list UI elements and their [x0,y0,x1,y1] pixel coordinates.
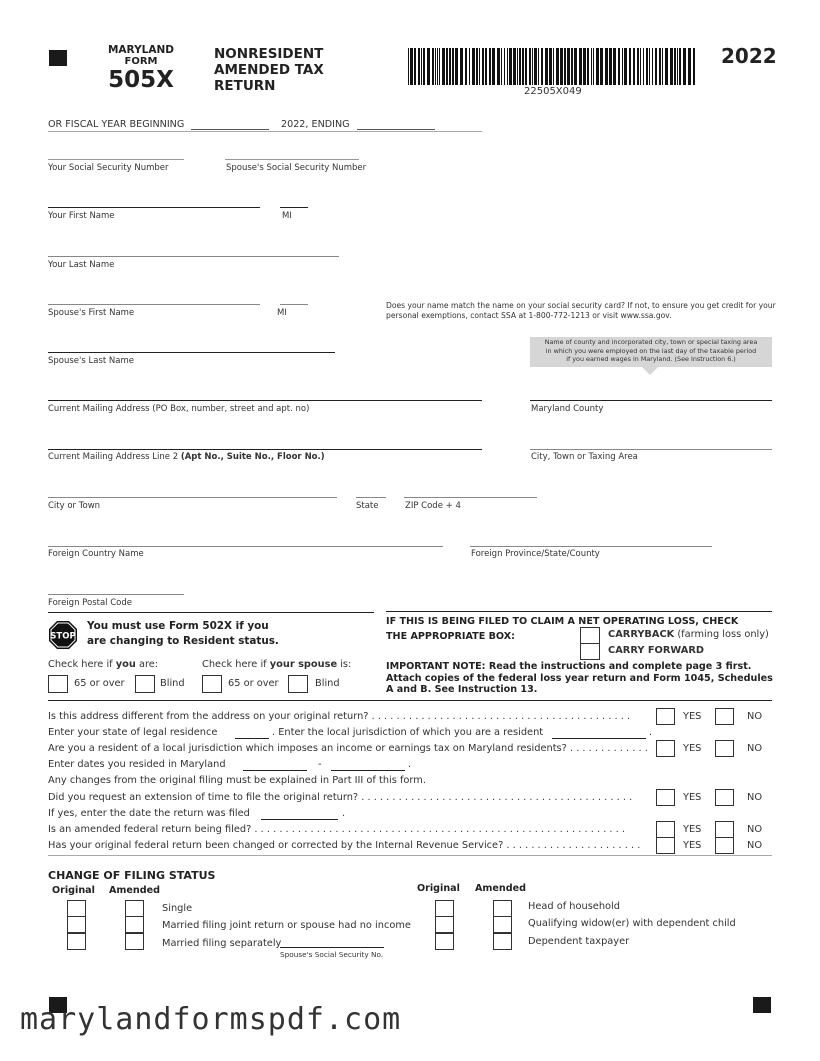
you-65-label: 65 or over [74,678,125,689]
barcode-bar [418,48,420,85]
stop-line-2: are changing to Resident status. [87,635,279,647]
q-amended-federal: Is an amended federal return being filed? . . . . . . . . . . . . . . . . . . . . . . . . . . . . . . . . . . . . . . . . . . . . . . . . . . . . . . . . . . . . [48,824,626,835]
dependent-label: Dependent taxpayer [528,936,630,947]
carryback-label [608,629,769,640]
barcode-bar [688,48,691,85]
spouse-mi-field[interactable] [280,304,308,305]
barcode-bar [613,48,616,85]
state-label: State [356,501,379,511]
registration-mark-bottom-right [753,997,771,1013]
barcode-bar [674,48,676,85]
barcode-bar [519,48,521,85]
q-address-no-checkbox[interactable] [715,708,734,725]
q-irs-changed-no-label: NO [747,840,763,851]
fiscal-ending-field[interactable] [357,129,435,130]
q-changes-note: Any changes from the original filing must be explained in Part III of this form. [48,775,426,786]
county-note-line-3: if you earned wages in Maryland. (See Instruction 6.) [566,355,736,363]
q-address-yes-label: YES [683,711,702,722]
widow-original-checkbox[interactable] [435,916,454,933]
last-name-label: Your Last Name [48,260,115,270]
address-line-1-label: Current Mailing Address (PO Box, number, street and apt. no) [48,404,310,414]
ssa-note-line-1: Does your name match the name on your social security card? If not, to ensure you get credit for your [386,301,776,310]
carryback-bold: CARRYBACK [608,629,675,640]
form-number: 505X [108,67,174,93]
head-household-amended-checkbox[interactable] [493,900,512,917]
last-name-field[interactable] [48,256,339,257]
resided-period: . [408,759,412,770]
barcode-bar [640,48,641,85]
address-line-2-label [48,452,325,462]
barcode-bar [432,48,434,85]
barcode-bar [532,48,533,85]
address-line-2-field[interactable] [48,449,482,450]
barcode-bar [437,48,438,85]
important-line-3: A and B. See Instruction 13. [386,684,538,695]
barcode-bar [534,48,537,85]
q-address-yes-checkbox[interactable] [656,708,675,725]
barcode-bar [421,48,422,85]
barcode-bar [574,48,577,85]
left-amended-header: Amended [109,885,160,896]
watermark-text: marylandformspdf.com [20,1002,402,1037]
left-original-header: Original [52,885,95,896]
stop-top-rule [48,612,374,613]
barcode-bar [560,48,563,85]
barcode-bar [567,48,570,85]
date-filed-field[interactable] [261,819,338,820]
foreign-province-label: Foreign Province/State/County [471,549,600,559]
q-extension-no-label: NO [747,792,763,803]
barcode-bar [509,48,512,85]
carryback-note: (farming loss only) [674,629,769,640]
foreign-country-field[interactable] [48,546,443,547]
barcode-bar [446,48,448,85]
stop-line-1: You must use Form 502X if you [87,620,269,632]
fiscal-divider [48,131,482,132]
form-title [214,46,324,94]
barcode-bar [600,48,603,85]
date-filed-period: . [342,808,346,819]
barcode-bar [545,48,548,85]
title-line-1: NONRESIDENT [214,46,324,62]
q-local-tax-no-checkbox[interactable] [715,740,734,757]
carryforward-checkbox[interactable] [580,643,600,660]
married-joint-amended-checkbox[interactable] [125,916,144,933]
ssa-note-line-2: personal exemptions, contact SSA at 1-800-772-1213 or visit www.ssa.gov. [386,311,672,320]
barcode-bar [522,48,524,85]
you-blind-label: Blind [160,678,185,689]
spouse-last-name-label: Spouse's Last Name [48,356,134,366]
you-check-label [48,659,158,670]
registration-mark-top-left [49,50,67,66]
barcode-bar [583,48,586,85]
widow-amended-checkbox[interactable] [493,916,512,933]
q-amended-federal-yes-checkbox[interactable] [656,821,675,838]
you-check-prefix: Check here if [48,659,116,670]
foreign-postal-label: Foreign Postal Code [48,598,132,608]
first-name-label: Your First Name [48,211,115,221]
spouse-check-suffix: is: [337,659,352,670]
important-line-1: IMPORTANT NOTE: Read the instructions and complete page 3 first. [386,661,752,672]
you-check-bold: you [115,659,136,670]
barcode-bar [439,48,440,85]
address-line-2-prefix: Current Mailing Address Line 2 [48,452,181,462]
barcode-bar [556,48,559,85]
you-65-checkbox[interactable] [48,675,68,693]
barcode-bar [665,48,668,85]
barcode-bar [564,48,566,85]
barcode-bar [469,48,470,85]
spouse-check-bold: your spouse [269,659,338,670]
q-irs-changed-yes-checkbox[interactable] [656,837,675,854]
resided-from-field[interactable] [243,770,307,771]
state-label: MARYLAND [107,44,174,56]
city-field[interactable] [48,497,337,498]
barcode-number: 22505X049 [524,86,582,97]
exemption-bottom-rule [48,700,772,701]
barcode-bar [655,48,657,85]
spouse-check-prefix: Check here if [202,659,270,670]
nol-line-1: IF THIS IS BEING FILED TO CLAIM A NET OPERATING LOSS, CHECK [386,616,739,627]
married-joint-original-checkbox[interactable] [67,916,86,933]
barcode-bar [442,48,445,85]
local-jurisdiction-field[interactable] [552,738,646,739]
state-field[interactable] [356,497,386,498]
q-legal-residence: Enter your state of legal residence [48,727,218,738]
title-line-3: RETURN [214,78,276,94]
q-extension-yes-label: YES [683,792,702,803]
q-local-tax-yes-checkbox[interactable] [656,740,675,757]
married-sep-spouse-ssn-field[interactable] [280,947,384,948]
q-irs-changed-yes-label: YES [683,840,702,851]
fiscal-beginning-field[interactable] [191,129,269,130]
barcode-bar [479,48,480,85]
right-original-header: Original [417,883,460,894]
form-id-block [100,45,182,93]
barcode-bar [410,48,413,85]
barcode-bar [549,48,552,85]
barcode-bar [489,48,491,85]
dependent-original-checkbox[interactable] [435,933,454,950]
barcode-bar [408,48,409,85]
you-check-suffix: are: [135,659,159,670]
important-note [386,661,773,696]
barcode-bar [591,48,592,85]
first-name-field[interactable] [48,207,260,208]
single-amended-checkbox[interactable] [125,900,144,917]
spouse-check-label [202,659,351,670]
barcode-bar [541,48,543,85]
q-address-different: Is this address different from the address on your original return? . . . . . . . . . . . . . . . . . . . . . . . . . . . . . . . . . . . . . . . . . . [48,711,631,722]
dependent-amended-checkbox[interactable] [493,933,512,950]
q-local-tax: Are you a resident of a local jurisdiction which imposes an income or earnings tax on Maryland residents? . . . . . . . . . . . . . [48,743,648,754]
barcode-bar [659,48,661,85]
you-blind-checkbox[interactable] [135,675,155,693]
barcode-bar [693,48,695,85]
head-household-label: Head of household [528,901,620,912]
county-callout [530,337,772,367]
barcode-bar [513,48,516,85]
barcode-bar [465,48,467,85]
barcode-bar [677,48,678,85]
nol-line-2: THE APPROPRIATE BOX: [386,631,515,642]
barcode-bar [593,48,594,85]
q-amended-federal-no-checkbox[interactable] [715,821,734,838]
spouse-last-name-field[interactable] [48,352,335,353]
barcode-bar [485,48,487,85]
spouse-mi-label: MI [277,308,287,318]
barcode-bar [637,48,639,85]
barcode-bar [618,48,620,85]
zip-field[interactable] [404,497,537,498]
barcode-bar [629,48,631,85]
barcode-bar [571,48,573,85]
q-extension-yes-checkbox[interactable] [656,789,675,806]
q-resided-dates: Enter dates you resided in Maryland [48,759,226,770]
county-note-line-2: in which you were employed on the last day of the taxable period [545,346,757,355]
title-line-2: AMENDED TAX [214,62,324,78]
q-local-tax-yes-label: YES [683,743,702,754]
spouse-first-name-label: Spouse's First Name [48,308,135,318]
head-household-original-checkbox[interactable] [435,900,454,917]
barcode-bar [587,48,589,85]
stop-message [87,619,279,649]
fiscal-beginning-label: OR FISCAL YEAR BEGINNING [48,119,185,130]
mi-field[interactable] [280,207,308,208]
barcode-bar [455,48,458,85]
barcode-bar [579,48,582,85]
barcode-bar [501,48,502,85]
barcode-bar [482,48,484,85]
spouse-65-label: 65 or over [228,678,279,689]
ssn-label: Your Social Security Number [48,163,169,173]
barcode-bar [646,48,648,85]
foreign-country-label: Foreign Country Name [48,549,144,559]
city-taxing-area-field[interactable] [530,449,772,450]
barcode-bar [449,48,451,85]
barcode-bar [538,48,539,85]
q-extension: Did you request an extension of time to file the original return? . . . . . . . . . . . . . . . . . . . . . . . . . . . . . . . . . . . . . . . . . . . . [48,792,633,803]
city-label: City or Town [48,501,101,511]
barcode-bar [553,48,554,85]
barcode-bar [427,48,430,85]
barcode-bar [683,48,686,85]
barcode-bar [452,48,454,85]
barcode-bar [652,48,653,85]
maryland-county-field[interactable] [530,400,772,401]
q-address-no-label: NO [747,711,763,722]
barcode-bar [497,48,500,85]
important-line-2: Attach copies of the federal loss year return and Form 1045, Schedules [386,672,773,684]
q-amended-federal-yes-label: YES [683,824,702,835]
married-sep-amended-checkbox[interactable] [125,933,144,950]
foreign-province-field[interactable] [470,546,712,547]
single-original-checkbox[interactable] [67,900,86,917]
questions-bottom-rule [48,855,772,856]
tax-year: 2022 [721,44,777,68]
stop-icon [48,620,78,650]
zip-label: ZIP Code + 4 [405,501,461,511]
barcode-bar [414,48,416,85]
barcode-bar [670,48,673,85]
q-local-tax-no-label: NO [747,743,763,754]
barcode-bar [476,48,478,85]
q-amended-federal-no-label: NO [747,824,763,835]
barcode-bar [662,48,663,85]
city-taxing-area-label: City, Town or Taxing Area [531,452,638,462]
barcode-bar [507,48,508,85]
legal-residence-field[interactable] [235,738,269,739]
barcode-bar [643,48,644,85]
carryforward-label: CARRY FORWARD [608,645,705,656]
mi-label: MI [282,211,292,221]
address-line-2-bold: (Apt No., Suite No., Floor No.) [180,452,325,462]
single-label: Single [162,903,193,914]
barcode-bar [596,48,599,85]
resided-dash: - [318,759,322,770]
carryback-checkbox[interactable] [580,627,600,644]
local-jurisdiction-period: . [649,727,653,738]
married-sep-spouse-ssn-label: Spouse's Social Security No. [280,950,384,959]
barcode [407,48,701,86]
address-line-1-field[interactable] [48,400,482,401]
stop-icon-text: STOP [50,631,76,642]
spouse-blind-checkbox[interactable] [288,675,308,693]
barcode-bar [649,48,650,85]
barcode-bar [423,48,425,85]
maryland-county-label: Maryland County [531,404,604,414]
spouse-blind-label: Blind [315,678,340,689]
barcode-bar [529,48,531,85]
barcode-bar [624,48,627,85]
foreign-postal-field[interactable] [48,594,184,595]
spouse-ssn-label: Spouse's Social Security Number [226,163,367,173]
widow-label: Qualifying widow(er) with dependent child [528,918,736,929]
barcode-bar [605,48,608,85]
q-extension-no-checkbox[interactable] [715,789,734,806]
ssn-field[interactable] [48,159,184,160]
barcode-bar [525,48,527,85]
barcode-bar [609,48,612,85]
married-sep-original-checkbox[interactable] [67,933,86,950]
spouse-first-name-field[interactable] [48,304,260,305]
form-word: FORM [124,56,158,67]
nol-top-rule [386,611,772,612]
barcode-bar [622,48,623,85]
filing-status-heading: CHANGE OF FILING STATUS [48,869,216,882]
married-sep-label: Married filing separately [162,938,282,949]
barcode-bar [460,48,463,85]
barcode-bar [504,48,505,85]
barcode-bar [679,48,681,85]
barcode-bar [633,48,635,85]
county-note-line-1: Name of county and incorporated city, town or special taxing area [544,338,758,346]
barcode-bar [435,48,436,85]
barcode-bar [472,48,475,85]
married-joint-label: Married filing joint return or spouse had no income [162,920,411,931]
fiscal-ending-label: 2022, ENDING [281,119,350,130]
q-irs-changed: Has your original federal return been changed or corrected by the Internal Revenue Service? . . . . . . . . . . . . . . . . . . . . . . [48,840,641,851]
barcode-bar [492,48,495,85]
q-local-jurisdiction: . Enter the local jurisdiction of which you are a resident [272,727,544,738]
spouse-65-checkbox[interactable] [202,675,222,693]
resided-to-field[interactable] [331,770,405,771]
barcode-bar [517,48,518,85]
q-irs-changed-no-checkbox[interactable] [715,837,734,854]
right-amended-header: Amended [475,883,526,894]
callout-arrow [642,367,658,375]
spouse-ssn-field[interactable] [225,159,359,160]
q-date-filed: If yes, enter the date the return was filed [48,808,250,819]
